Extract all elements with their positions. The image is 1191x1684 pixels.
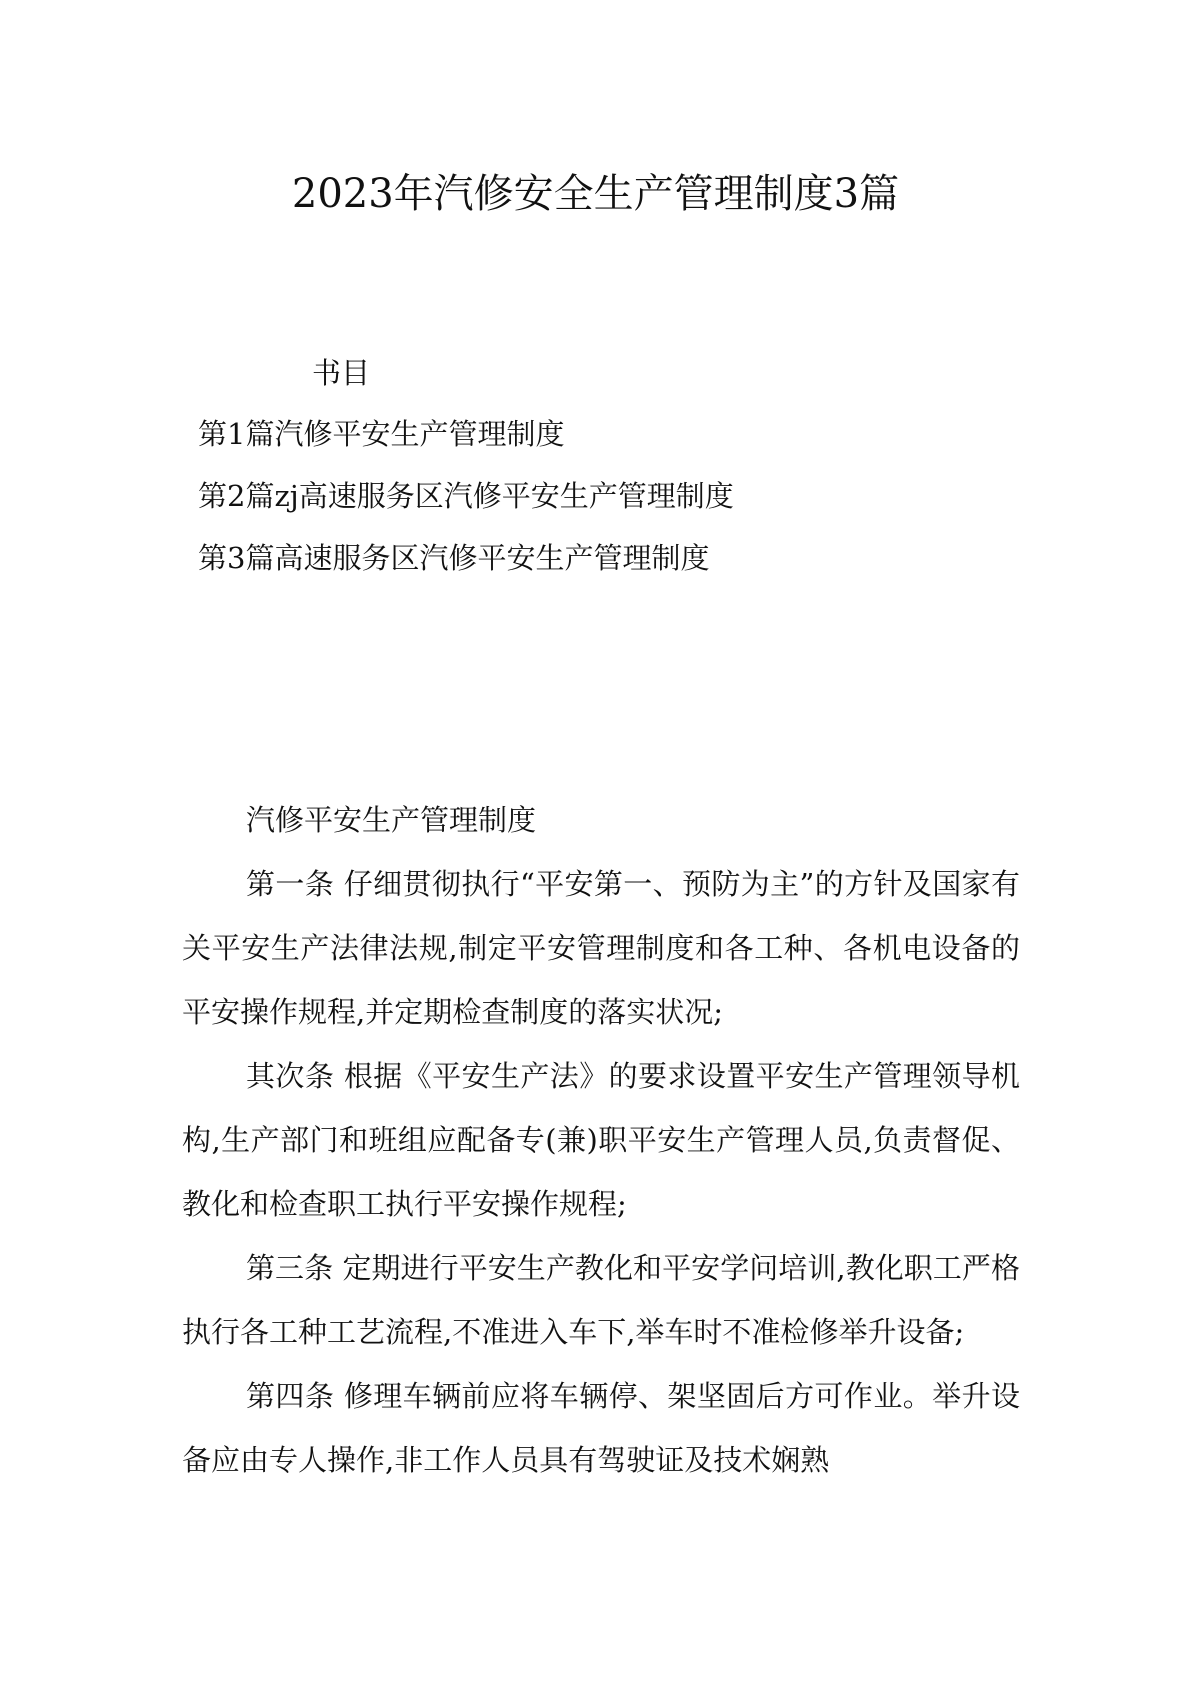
section-title: 汽修平安生产管理制度 [246, 803, 537, 837]
paragraph-article-1: 第一条 仔细贯彻执行“平安第一、预防为主”的方针及国家有关平安生产法律法规,制定平安管理制度和各工种、各机电设备的平安操作规程,并定期检查制度的落实状况; [182, 867, 1020, 1029]
paragraph-article-4: 第四条 修理车辆前应将车辆停、架坚固后方可作业。举升设备应由专人操作,非工作人员具有驾驶证及技术娴熟 [182, 1379, 1020, 1477]
document-title: 2023年汽修安全生产管理制度3篇 [291, 171, 900, 217]
toc-item: 第1篇汽修平安生产管理制度 [198, 417, 565, 451]
paragraph-article-2: 其次条 根据《平安生产法》的要求设置平安生产管理领导机构,生产部门和班组应配备专(兼)职平安生产管理人员,负责督促、教化和检查职工执行平安操作规程; [182, 1059, 1020, 1221]
paragraph-article-3: 第三条 定期进行平安生产教化和平安学问培训,教化职工严格执行各工种工艺流程,不准进入车下,举车时不准检修举升设备; [182, 1251, 1020, 1349]
toc-list [198, 414, 734, 600]
toc-item: 第2篇zj高速服务区汽修平安生产管理制度 [198, 479, 734, 513]
toc-item: 第3篇高速服务区汽修平安生产管理制度 [198, 541, 710, 575]
toc-heading: 书目 [312, 356, 371, 390]
document-body [182, 788, 1020, 1492]
